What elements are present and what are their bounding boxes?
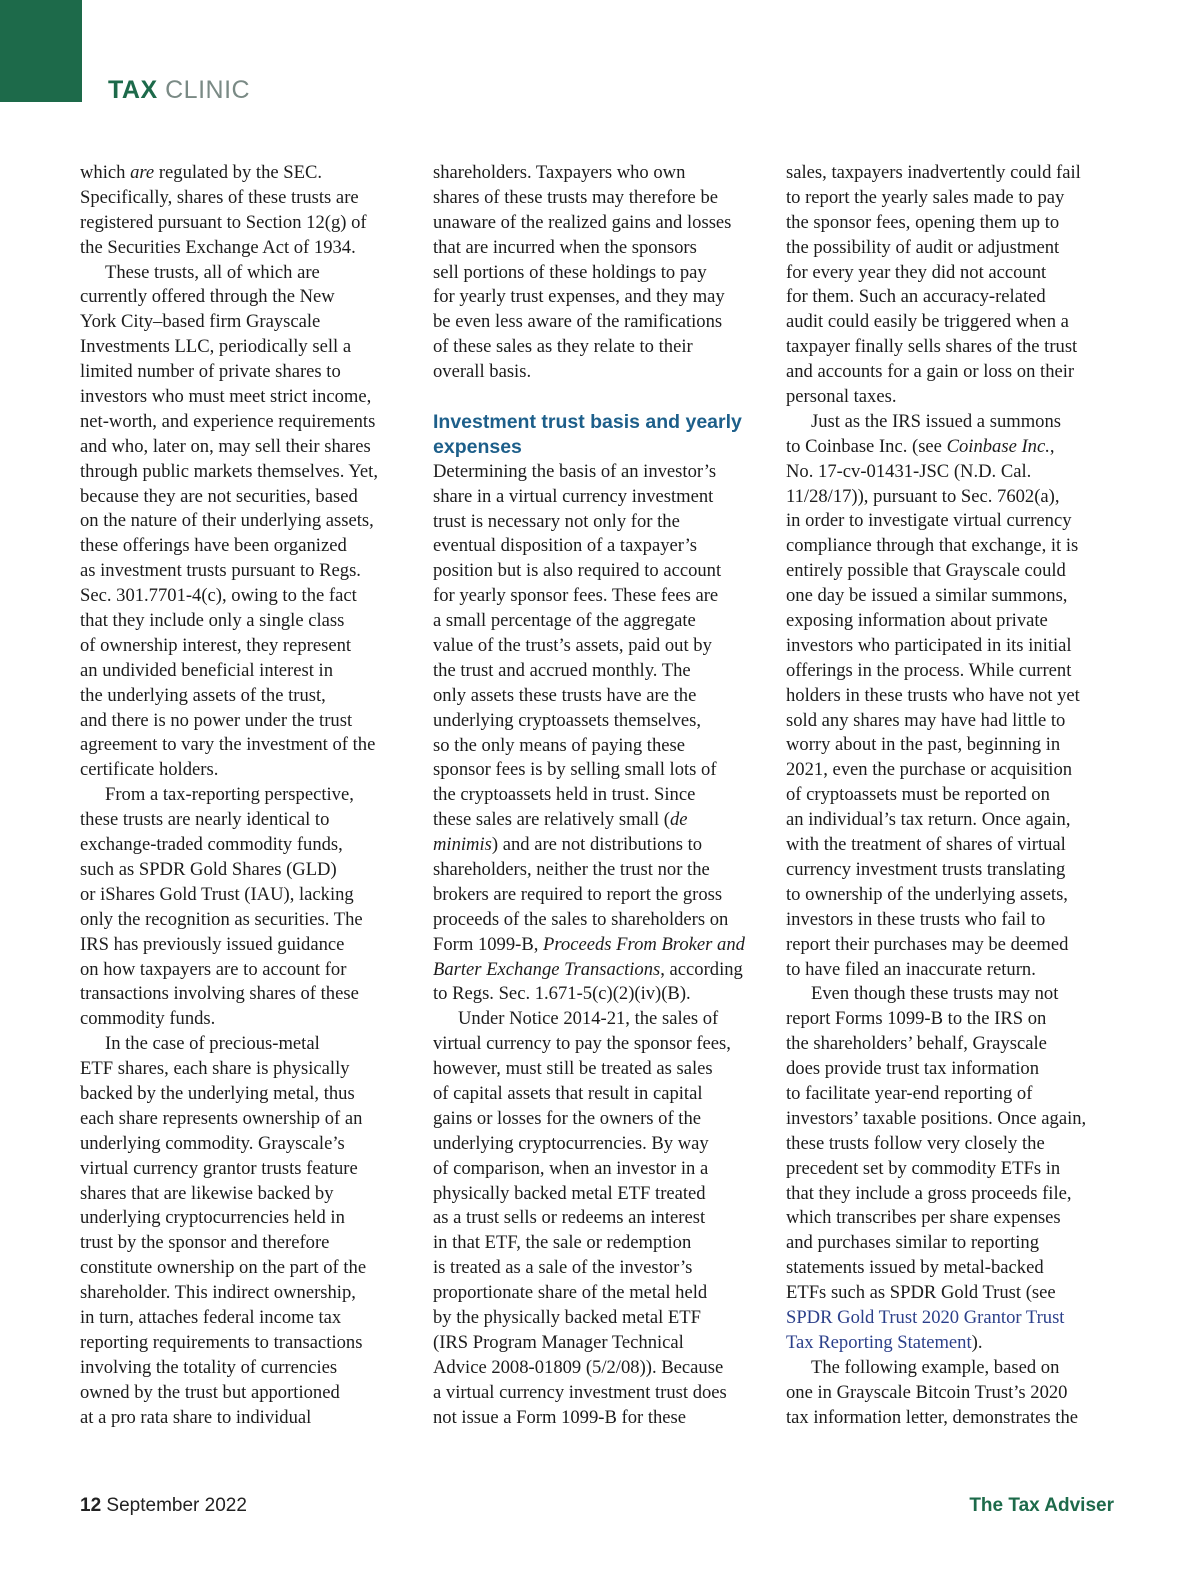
text-line: that they include only a single class (80, 610, 345, 632)
text-line: 2021, even the purchase or acquisition (786, 759, 1073, 781)
text-line: trust is necessary not only for the (433, 510, 680, 532)
section-label-light: CLINIC (165, 76, 251, 104)
text-line: unaware of the realized gains and losses (433, 211, 732, 233)
text-line: shares of these trusts may therefore be (433, 186, 718, 208)
text-line: to have filed an inaccurate return. (786, 958, 1036, 980)
text-line: as a trust sells or redeems an interest (433, 1207, 706, 1229)
text-line: a virtual currency investment trust does (433, 1381, 727, 1403)
text-line: does provide trust tax information (786, 1058, 1040, 1080)
text-line: to report the yearly sales made to pay (786, 186, 1065, 208)
text-line: holders in these trusts who have not yet (786, 684, 1080, 706)
text-line: shares that are likewise backed by (80, 1182, 334, 1204)
text-line: trust by the sponsor and therefore (80, 1232, 330, 1254)
text-line: these sales are relatively small (de (433, 809, 688, 831)
text-line: these trusts follow very closely the (786, 1132, 1045, 1154)
text-line: in that ETF, the sale or redemption (433, 1232, 692, 1254)
text-line: These trusts, all of which are (105, 261, 320, 283)
text-line: Advice 2008-01809 (5/2/08)). Because (433, 1356, 724, 1378)
text-line: No. 17-cv-01431-JSC (N.D. Cal. (786, 460, 1032, 482)
text-line: Sec. 301.7701-4(c), owing to the fact (80, 585, 357, 607)
text-line: to Coinbase Inc. (see Coinbase Inc., (786, 435, 1055, 457)
text-line: entirely possible that Grayscale could (786, 560, 1066, 582)
text-line: constitute ownership on the part of the (80, 1257, 367, 1279)
text-line: compliance through that exchange, it is (786, 535, 1079, 557)
corner-color-tab (0, 0, 82, 102)
section-heading-line-1: Investment trust basis and yearly (433, 410, 742, 433)
text-line: underlying cryptocurrencies held in (80, 1207, 345, 1229)
text-line: sponsor fees is by selling small lots of (433, 759, 717, 781)
text-line: an individual’s tax return. Once again, (786, 809, 1071, 831)
article-column-3 (786, 161, 1116, 1430)
text-line: underlying commodity. Grayscale’s (80, 1132, 345, 1154)
text-line: which transcribes per share expenses (786, 1207, 1061, 1229)
text-line: sales, taxpayers inadvertently could fail (786, 162, 1081, 183)
text-line: value of the trust’s assets, paid out by (433, 634, 712, 656)
text-line: IRS has previously issued guidance (80, 933, 345, 955)
text-line: these offerings have been organized (80, 535, 347, 557)
text-line: only the recognition as securities. The (80, 908, 363, 930)
text-line: overall basis. (433, 361, 532, 383)
text-line: virtual currency to pay the sponsor fees, (433, 1033, 731, 1055)
text-line: to Regs. Sec. 1.671-5(c)(2)(iv)(B). (433, 983, 691, 1005)
text-line: be even less aware of the ramifications (433, 311, 723, 333)
text-line: only assets these trusts have are the (433, 684, 697, 706)
text-line: with the treatment of shares of virtual (786, 834, 1066, 856)
text-line: of ownership interest, they represent (80, 634, 352, 656)
text-line: Even though these trusts may not (811, 983, 1059, 1005)
text-line: and who, later on, may sell their shares (80, 435, 371, 457)
text-line: one in Grayscale Bitcoin Trust’s 2020 (786, 1381, 1068, 1403)
text-line: underlying cryptoassets themselves, (433, 709, 702, 731)
text-line: ETF shares, each share is physically (80, 1058, 350, 1080)
text-line: shareholder. This indirect ownership, (80, 1282, 356, 1304)
text-line: of cryptoassets must be reported on (786, 784, 1050, 806)
text-line: proportionate share of the metal held (433, 1282, 708, 1304)
text-line: report their purchases may be deemed (786, 933, 1069, 955)
spdr-statement-link[interactable]: SPDR Gold Trust 2020 Grantor Trust (786, 1306, 1065, 1328)
text-line: certificate holders. (80, 759, 219, 781)
text-line: for yearly trust expenses, and they may (433, 286, 725, 308)
text-line: owned by the trust but apportioned (80, 1381, 340, 1403)
text-line: virtual currency grantor trusts feature (80, 1157, 358, 1179)
text-line: the trust and accrued monthly. The (433, 659, 691, 681)
text-line: sell portions of these holdings to pay (433, 261, 707, 283)
text-line: Just as the IRS issued a summons (811, 410, 1061, 432)
text-line: (IRS Program Manager Technical (433, 1331, 684, 1353)
text-line: Tax Reporting Statement). (786, 1331, 983, 1353)
text-line: reporting requirements to transactions (80, 1331, 363, 1353)
text-line: gains or losses for the owners of the (433, 1107, 702, 1129)
text-line: in turn, attaches federal income tax (80, 1306, 342, 1328)
text-line: for them. Such an accuracy-related (786, 286, 1046, 308)
text-line: that are incurred when the sponsors (433, 236, 697, 258)
text-line: exchange-traded commodity funds, (80, 834, 343, 856)
text-line: of comparison, when an investor in a (433, 1157, 709, 1179)
text-line: each share represents ownership of an (80, 1107, 363, 1129)
text-line: and there is no power under the trust (80, 709, 353, 731)
text-line: investors in these trusts who fail to (786, 908, 1046, 930)
text-line: the sponsor fees, opening them up to (786, 211, 1060, 233)
text-line: exposing information about private (786, 610, 1048, 632)
text-line: Specifically, shares of these trusts are (80, 186, 359, 208)
text-line: audit could easily be triggered when a (786, 311, 1069, 333)
text-line: Determining the basis of an investor’s (433, 460, 717, 482)
text-line: ETFs such as SPDR Gold Trust (see (786, 1282, 1056, 1304)
text-line: Under Notice 2014-21, the sales of (458, 1008, 719, 1030)
text-line: taxpayer finally sells shares of the trust (786, 336, 1078, 358)
text-line: as investment trusts pursuant to Regs. (80, 560, 361, 582)
text-line: proceeds of the sales to shareholders on (433, 908, 729, 930)
text-line: for yearly sponsor fees. These fees are (433, 585, 719, 607)
text-line: and accounts for a gain or loss on their (786, 361, 1075, 383)
article-column-2 (433, 161, 763, 1430)
text-line: because they are not securities, based (80, 485, 358, 507)
text-line: worry about in the past, beginning in (786, 734, 1061, 756)
text-line: by the physically backed metal ETF (433, 1307, 701, 1328)
text-line: limited number of private shares to (80, 361, 341, 383)
text-line: involving the totality of currencies (80, 1356, 338, 1378)
text-line: The following example, based on (811, 1356, 1060, 1378)
text-line: registered pursuant to Section 12(g) of (80, 211, 367, 233)
text-line: on the nature of their underlying assets, (80, 510, 374, 532)
text-line: or iShares Gold Trust (IAU), lacking (80, 883, 354, 905)
text-line: so the only means of paying these (433, 734, 685, 756)
text-line: the underlying assets of the trust, (80, 684, 326, 706)
text-line: however, must still be treated as sales (433, 1058, 713, 1080)
text-line: tax information letter, demonstrates the (786, 1406, 1079, 1428)
text-line: sold any shares may have had little to (786, 709, 1066, 731)
text-line: for every year they did not account (786, 261, 1047, 283)
publication-name: The Tax Adviser (969, 1495, 1114, 1516)
text-line: not issue a Form 1099-B for these (433, 1406, 687, 1428)
text-line: share in a virtual currency investment (433, 485, 714, 507)
text-line: precedent set by commodity ETFs in (786, 1157, 1061, 1179)
text-line: From a tax-reporting perspective, (105, 784, 354, 806)
text-line: shareholders. Taxpayers who own (433, 162, 686, 183)
section-label-bold: TAX (108, 76, 158, 104)
text-line: and purchases similar to reporting (786, 1232, 1040, 1254)
text-line: these trusts are nearly identical to (80, 809, 330, 831)
section-heading (433, 410, 763, 460)
page-number: 12 (80, 1495, 102, 1516)
text-line: position but is also required to account (433, 560, 722, 582)
text-line: net-worth, and experience requirements (80, 410, 376, 432)
text-line: to ownership of the underlying assets, (786, 883, 1068, 905)
section-label (108, 76, 250, 105)
text-line: a small percentage of the aggregate (433, 610, 696, 632)
text-line: personal taxes. (786, 386, 897, 408)
article-column-1 (80, 161, 410, 1430)
text-line: Form 1099-B, Proceeds From Broker and (433, 933, 745, 955)
text-line: which are regulated by the SEC. (80, 162, 323, 183)
text-line: an undivided beneficial interest in (80, 659, 333, 681)
text-line: the cryptoassets held in trust. Since (433, 784, 696, 806)
text-line: currency investment trusts translating (786, 858, 1066, 880)
issue-date: September 2022 (101, 1495, 247, 1516)
text-line: currently offered through the New (80, 286, 335, 308)
text-line: commodity funds. (80, 1008, 216, 1030)
text-line: investors who must meet strict income, (80, 386, 372, 408)
spdr-statement-link-continued[interactable]: Tax Reporting Statement (786, 1331, 972, 1353)
footer-page-info (80, 1495, 247, 1517)
section-heading-line-2: expenses (433, 435, 522, 458)
text-line: in order to investigate virtual currency (786, 510, 1072, 532)
text-line: underlying cryptocurrencies. By way (433, 1132, 709, 1154)
text-line: such as SPDR Gold Shares (GLD) (80, 858, 337, 880)
text-line: physically backed metal ETF treated (433, 1182, 706, 1204)
text-line: Investments LLC, periodically sell a (80, 336, 352, 358)
text-line: York City–based firm Grayscale (80, 311, 321, 333)
text-line: minimis) and are not distributions to (433, 834, 703, 856)
text-line: brokers are required to report the gross (433, 883, 723, 905)
text-line: transactions involving shares of these (80, 983, 359, 1005)
text-line: eventual disposition of a taxpayer’s (433, 535, 698, 557)
text-line: the Securities Exchange Act of 1934. (80, 236, 356, 258)
text-line: of capital assets that result in capital (433, 1082, 703, 1104)
text-line: the possibility of audit or adjustment (786, 236, 1060, 258)
text-line: at a pro rata share to individual (80, 1406, 312, 1428)
text-line: In the case of precious-metal (105, 1033, 320, 1055)
text-line: investors’ taxable positions. Once again, (786, 1107, 1087, 1129)
text-line: that they include a gross proceeds file, (786, 1182, 1072, 1204)
text-line: is treated as a sale of the investor’s (433, 1257, 693, 1279)
text-line: backed by the underlying metal, thus (80, 1082, 355, 1104)
text-line: report Forms 1099-B to the IRS on (786, 1008, 1047, 1030)
text-line: Barter Exchange Transactions, according (433, 958, 743, 980)
text-line: on how taxpayers are to account for (80, 958, 347, 980)
text-line: investors who participated in its initial (786, 634, 1072, 656)
text-line: shareholders, neither the trust nor the (433, 858, 710, 880)
text-line: to facilitate year-end reporting of (786, 1082, 1033, 1104)
text-line: the shareholders’ behalf, Grayscale (786, 1033, 1047, 1055)
text-line: through public markets themselves. Yet, (80, 460, 378, 482)
text-line: offerings in the process. While current (786, 659, 1072, 681)
paragraph-gap (433, 385, 763, 410)
text-line: one day be issued a similar summons, (786, 585, 1068, 607)
text-line: of these sales as they relate to their (433, 336, 693, 358)
text-line: 11/28/17)), pursuant to Sec. 7602(a), (786, 485, 1060, 507)
text-line: agreement to vary the investment of the (80, 734, 376, 756)
text-line: statements issued by metal-backed (786, 1257, 1044, 1279)
